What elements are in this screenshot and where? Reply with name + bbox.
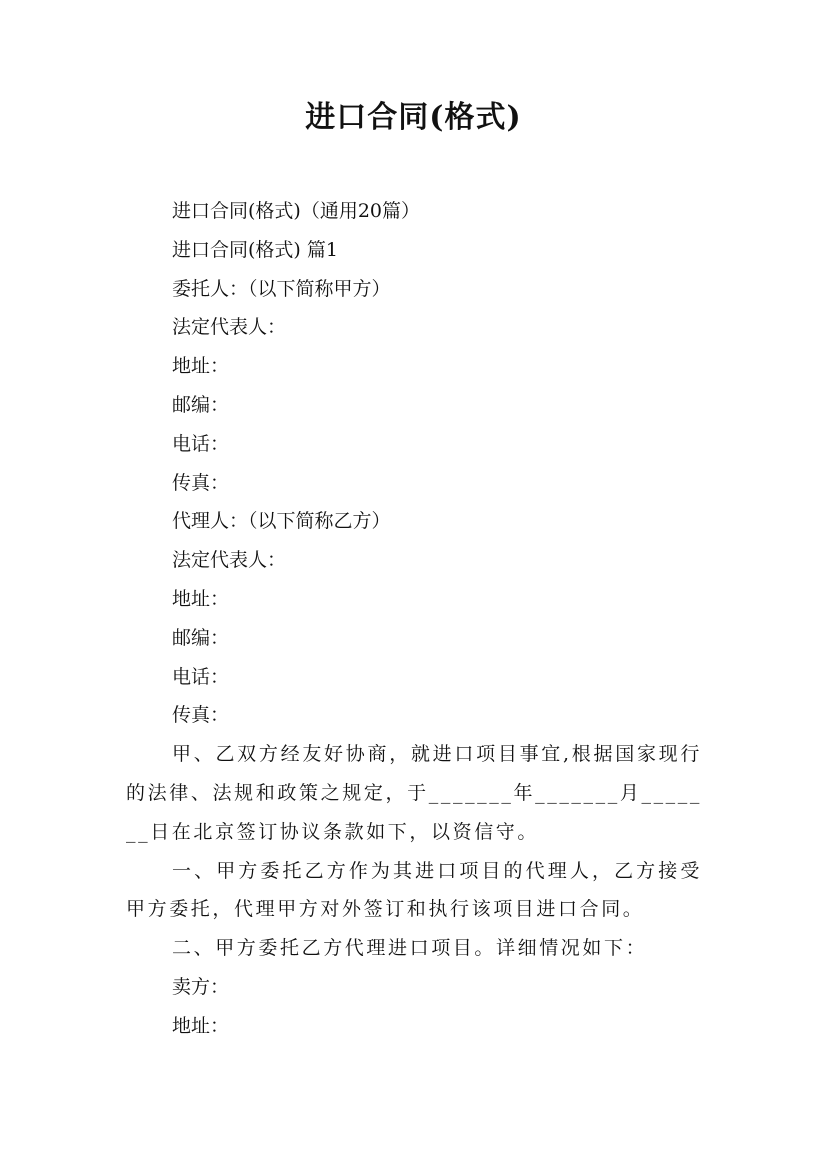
principal-address: 地址： bbox=[172, 355, 230, 378]
agent-address: 地址： bbox=[172, 587, 230, 610]
subtitle-line: 进口合同(格式)（通用20篇） bbox=[172, 200, 421, 222]
principal-phone: 电话： bbox=[172, 432, 230, 455]
principal-legal-rep: 法定代表人： bbox=[172, 316, 287, 339]
agent-fax: 传真： bbox=[172, 704, 230, 727]
agent-phone: 电话： bbox=[172, 665, 230, 688]
agent-legal-rep: 法定代表人： bbox=[172, 549, 287, 572]
agent-postcode: 邮编： bbox=[172, 626, 230, 649]
seller-address: 地址： bbox=[172, 1014, 230, 1037]
document-body bbox=[126, 192, 702, 1046]
agent-line: 代理人：（以下简称乙方） bbox=[172, 510, 391, 533]
document-title: 进口合同(格式) bbox=[305, 100, 522, 135]
seller-line: 卖方： bbox=[172, 975, 230, 998]
clause-one-paragraph: 一、甲方委托乙方作为其进口项目的代理人，乙方接受甲方委托，代理甲方对外签订和执行该项目进口合同。 bbox=[126, 859, 702, 921]
section-heading: 进口合同(格式) 篇1 bbox=[172, 238, 338, 261]
principal-postcode: 邮编： bbox=[172, 393, 230, 416]
agreement-paragraph: 甲、乙双方经友好协商，就进口项目事宜,根据国家现行的法律、法规和政策之规定，于_______年_______月_______日在北京签订协议条款如下，以资信守。 bbox=[126, 743, 702, 843]
clause-two-paragraph: 二、甲方委托乙方代理进口项目。详细情况如下： bbox=[172, 937, 648, 960]
principal-line: 委托人：（以下简称甲方） bbox=[172, 277, 391, 300]
principal-fax: 传真： bbox=[172, 471, 230, 494]
